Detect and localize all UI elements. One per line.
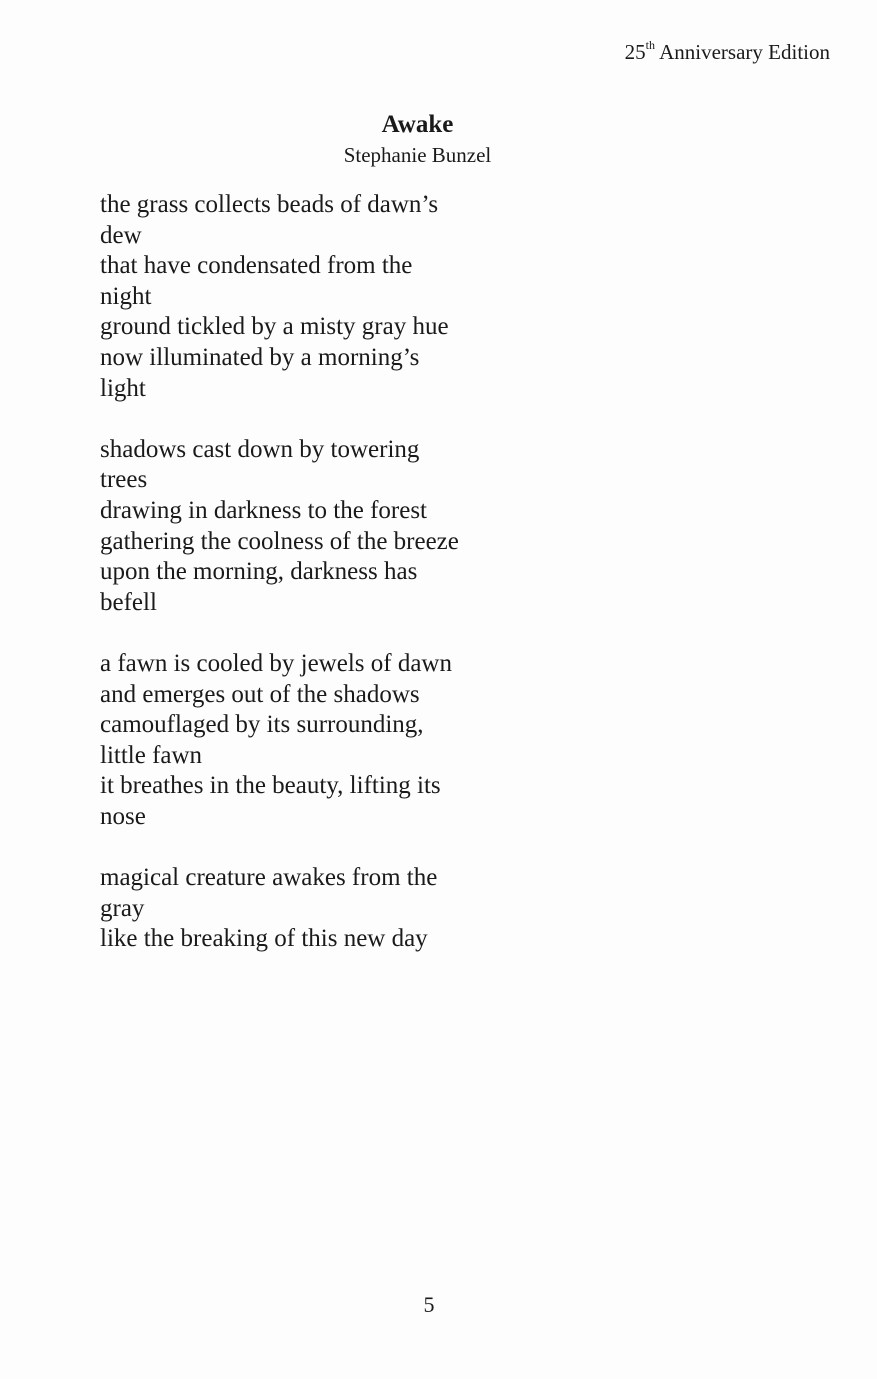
stanza-2	[100, 435, 520, 619]
poem-line: little fawn	[100, 741, 203, 769]
poem-line: that have condensated from the	[100, 252, 413, 280]
edition-superscript: th	[645, 38, 656, 52]
poem-line: trees	[100, 466, 148, 494]
title-block	[0, 108, 835, 168]
poem-body	[100, 190, 520, 985]
poem-line: dew	[100, 221, 142, 249]
stanza-4	[100, 863, 520, 955]
poem-line: and emerges out of the shadows	[100, 680, 420, 708]
poem-line: gray	[100, 894, 145, 922]
poem-line: a fawn is cooled by jewels of dawn	[100, 649, 452, 677]
poem-line: ground tickled by a misty gray hue	[100, 313, 449, 341]
running-header	[625, 38, 830, 66]
page-number: 5	[423, 1292, 435, 1317]
poem-line: now illuminated by a morning’s	[100, 343, 420, 371]
poem-line: night	[100, 282, 152, 310]
poem-line: nose	[100, 802, 146, 830]
poem-line: magical creature awakes from the	[100, 864, 438, 892]
poem-line: camouflaged by its surrounding,	[100, 711, 424, 739]
poem-line: it breathes in the beauty, lifting its	[100, 772, 441, 800]
stanza-1	[100, 190, 520, 404]
poem-line: drawing in darkness to the forest	[100, 496, 428, 524]
edition-text: Anniversary Edition	[655, 40, 830, 64]
poem-line: gathering the coolness of the breeze	[100, 527, 459, 555]
poem-title: Awake	[381, 111, 454, 138]
poem-author: Stephanie Bunzel	[343, 143, 492, 167]
poem-line: like the breaking of this new day	[100, 925, 428, 953]
edition-number: 25	[624, 40, 646, 64]
poem-line: shadows cast down by towering	[100, 435, 420, 463]
poem-line: befell	[100, 588, 157, 616]
poem-line: the grass collects beads of dawn’s	[100, 191, 439, 218]
stanza-3	[100, 649, 520, 833]
poem-line: upon the morning, darkness has	[100, 558, 418, 586]
poem-line: light	[100, 374, 146, 402]
